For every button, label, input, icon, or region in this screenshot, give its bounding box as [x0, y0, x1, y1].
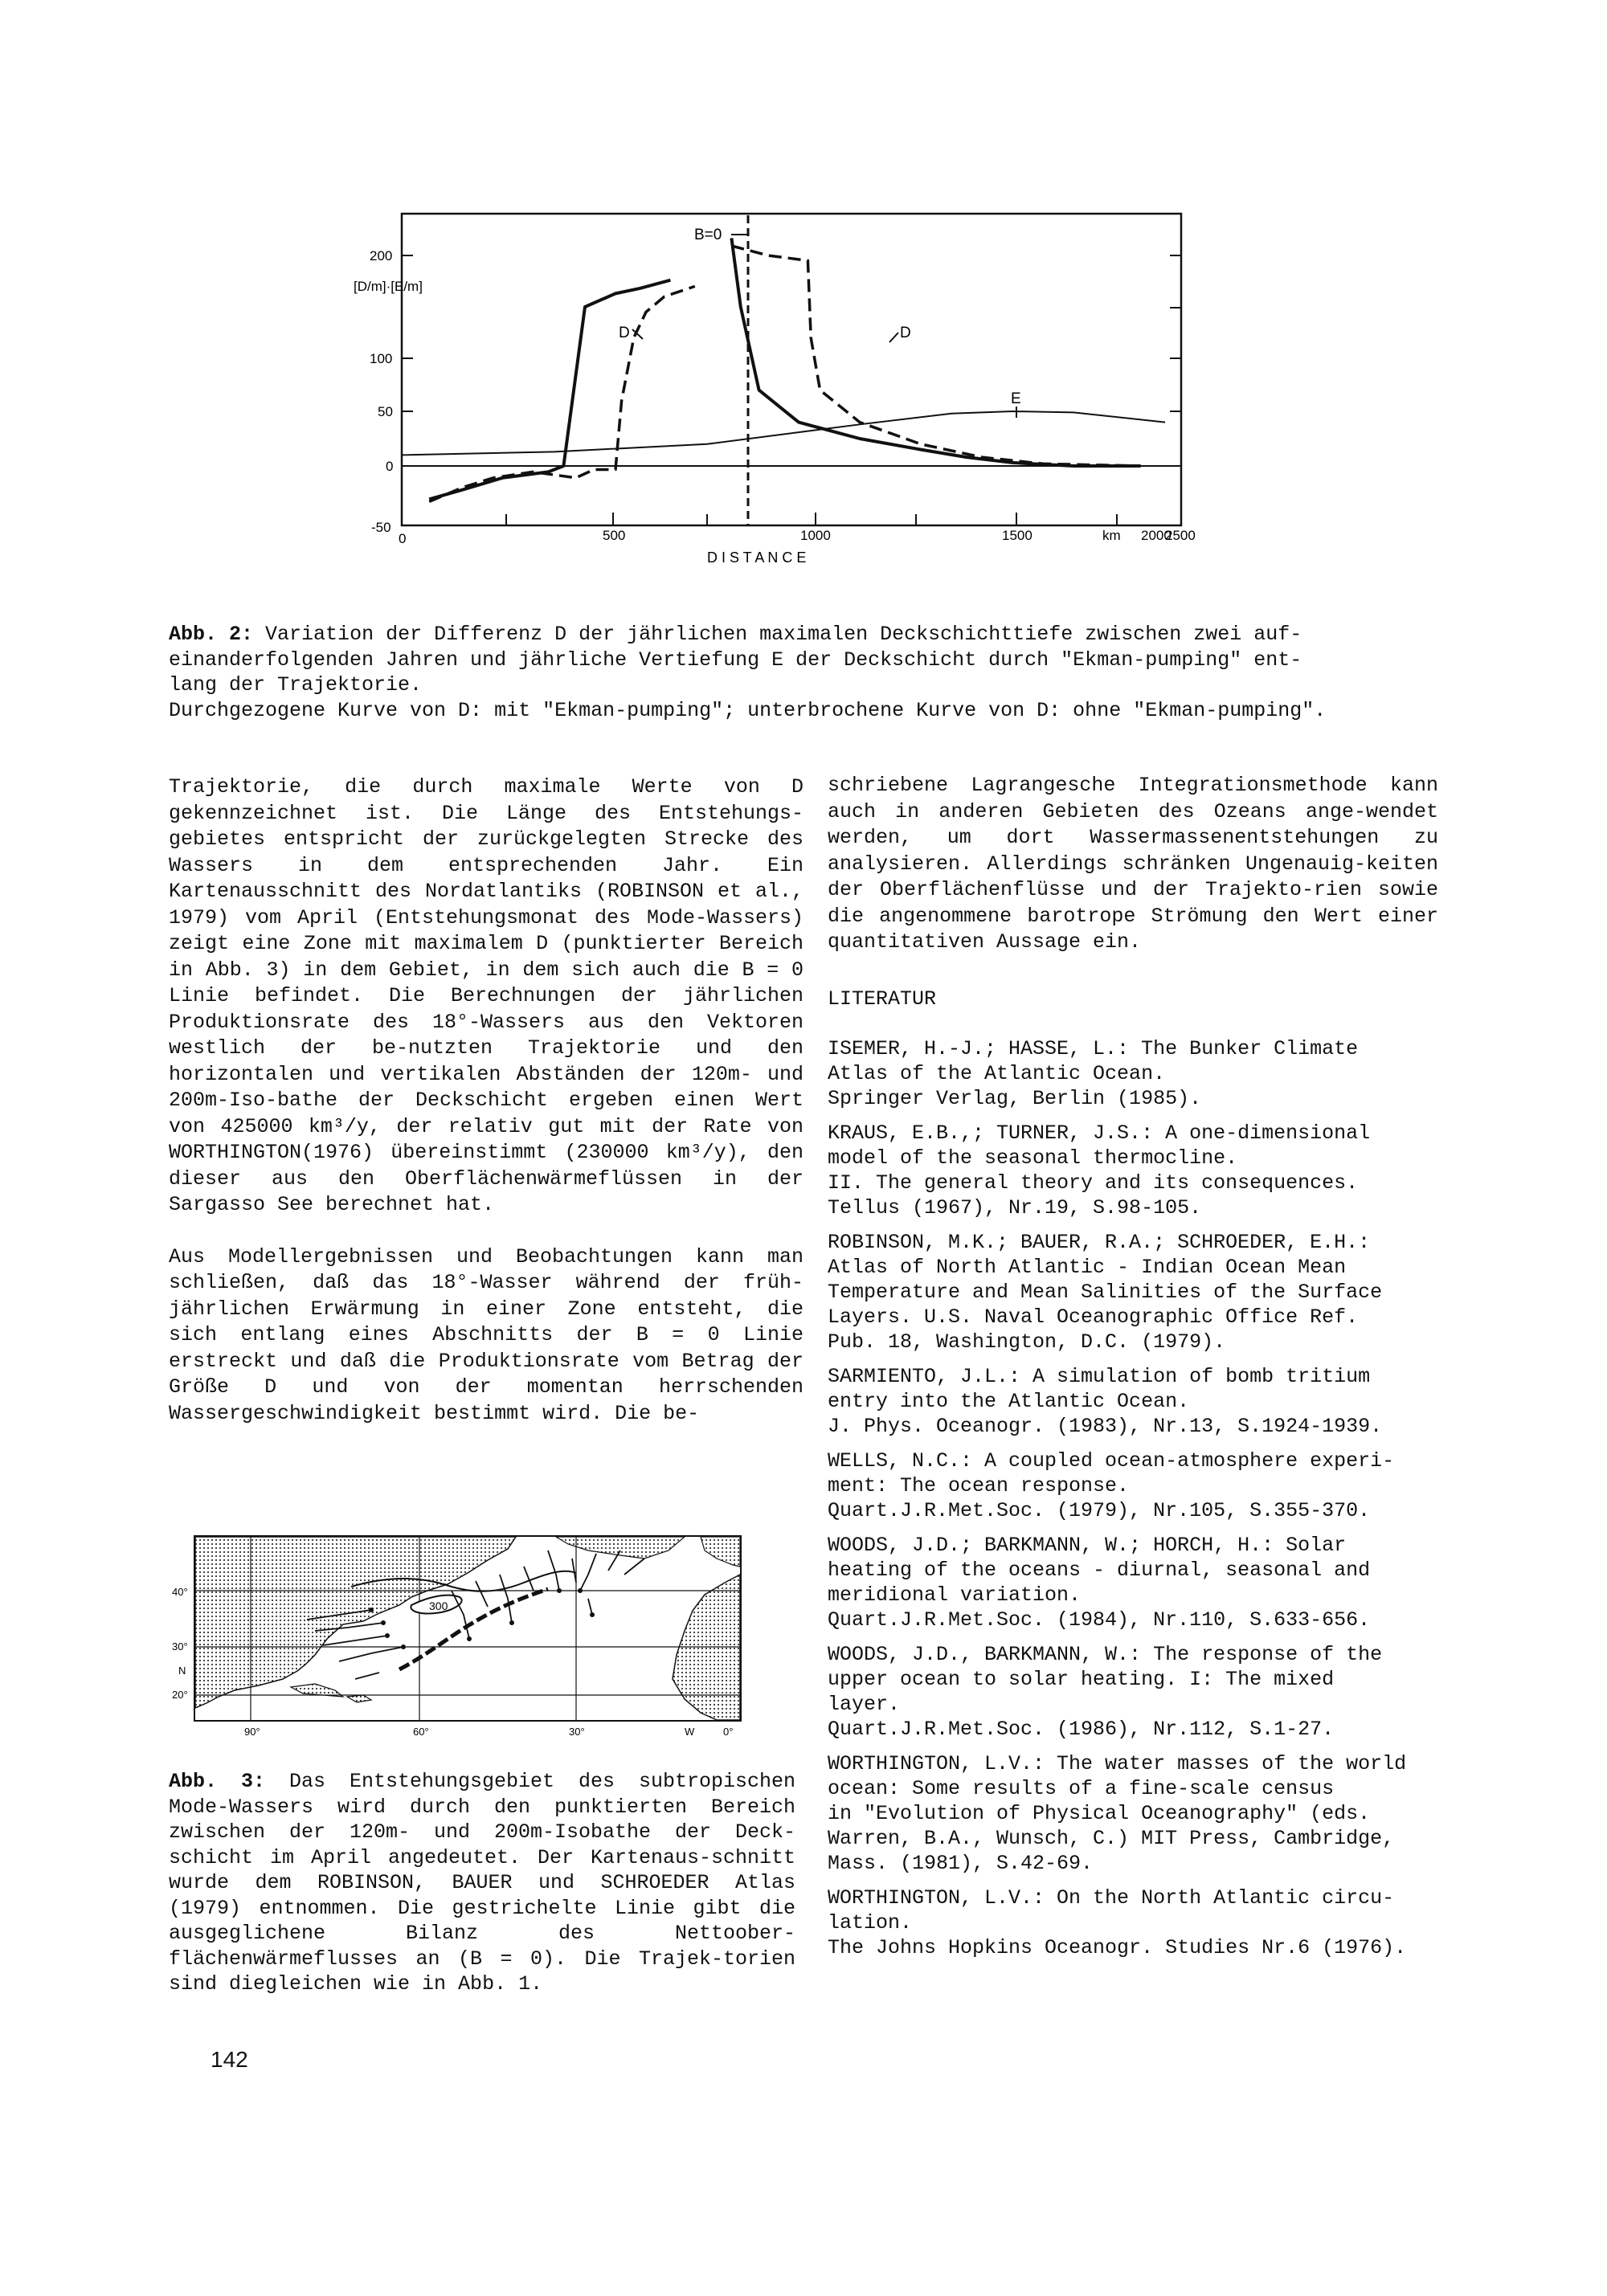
- ref-line: Quart.J.R.Met.Soc. (1984), Nr.110, S.633-656.: [828, 1608, 1371, 1632]
- ref-line: WOODS, J.D., BARKMANN, W.: The response of the: [828, 1643, 1383, 1666]
- ref-line: The Johns Hopkins Oceanogr. Studies Nr.6 (1976).: [828, 1936, 1407, 1959]
- label-e: E: [1011, 390, 1021, 407]
- body-paragraph: Trajektorie, die durch maximale Werte von D gekennzeichnet ist. Die Länge des Entstehungs-gebietes entspricht der zurückgelegten Strecke des Wassers in dem entsprechenden Jahr. Ein Kartenausschnitt des Nordatlantiks (ROBINSON et al., 1979) vom April (Entstehungsmonat des Mode-Wassers) zeigt eine Zone mit maximalem D (punktierter Bereich in Abb. 3) in dem Gebiet, in dem sich auch die B = 0 Linie befindet. Die Berechnungen der jährlichen Produktionsrate des 18°-Wassers aus den Vektoren westlich der be-nutzten Trajektorie und den horizontalen und vertikalen Abständen der 120m- und 200m-Iso-bathe der Deckschicht ergeben einen Wert von 425000 km³/y, der relativ gut mit der Rate von WORTHINGTON(1976) übereinstimmt (230000 km³/y), den dieser aus den Oberflächenwärmeflüssen in der Sargasso See berechnet hat.: [169, 775, 804, 1216]
- x-ticks: [506, 513, 1117, 525]
- figure-2-caption: [169, 622, 1438, 723]
- b0-label: B=0: [694, 227, 722, 243]
- lat-label: 30°: [172, 1640, 188, 1653]
- reference-item: [828, 1533, 1438, 1632]
- x-unit-label: km: [1102, 528, 1121, 543]
- label-d-right: D: [900, 325, 911, 341]
- ref-line: Tellus (1967), Nr.19, S.98-105.: [828, 1196, 1202, 1219]
- lat-label: N: [178, 1665, 186, 1677]
- reference-item: [828, 1885, 1438, 1960]
- y-tick-label: 200: [370, 248, 393, 264]
- reference-item: [828, 1121, 1438, 1220]
- ref-line: Atlas of the Atlantic Ocean.: [828, 1062, 1166, 1085]
- reference-item: [828, 1364, 1438, 1439]
- ref-line: Warren, B.A., Wunsch, C.) MIT Press, Cambridge,: [828, 1827, 1395, 1850]
- ref-line: upper ocean to solar heating. I: The mixed: [828, 1668, 1335, 1691]
- reference-item: [828, 1036, 1438, 1111]
- series-d-dashed: [429, 286, 695, 501]
- x-tick-label: 2500: [1165, 528, 1196, 543]
- caption-text: [169, 1769, 795, 1997]
- ref-line: Springer Verlag, Berlin (1985).: [828, 1087, 1202, 1110]
- ref-line: WOODS, J.D.; BARKMANN, W.; HORCH, H.: Solar: [828, 1534, 1347, 1557]
- caption-line: [169, 622, 1438, 648]
- lon-label: W: [685, 1726, 695, 1738]
- body-paragraph: schriebene Lagrangesche Integrationsmethode kann auch in anderen Gebieten des Ozeans ange-wendet werden, um dort Wassermassenentstehungen zu analysieren. Allerdings schränken Ungenauig-keiten der Oberflächenflüsse und der Trajekto-rien sowie die angenommene barotrope Strömung den Wert einer quantitativen Aussage ein.: [828, 774, 1438, 954]
- x-tick-label: 2000: [1141, 528, 1172, 543]
- contour-label: 300: [429, 1599, 448, 1612]
- ref-line: KRAUS, E.B.,; TURNER, J.S.: A one-dimensional: [828, 1121, 1371, 1145]
- ref-line: ROBINSON, M.K.; BAUER, R.A.; SCHROEDER, E.H.:: [828, 1231, 1371, 1254]
- series-e: [402, 411, 1165, 455]
- ref-line: Pub. 18, Washington, D.C. (1979).: [828, 1330, 1226, 1354]
- ref-line: Quart.J.R.Met.Soc. (1979), Nr.105, S.355-370.: [828, 1499, 1371, 1522]
- x-tick-label: 1500: [1002, 528, 1032, 543]
- page-number: 142: [211, 2047, 248, 2072]
- reference-item: [828, 1751, 1438, 1876]
- ref-line: layer.: [828, 1693, 901, 1716]
- body-paragraph: Aus Modellergebnissen und Beobachtungen kann man schließen, daß das 18°-Wasser während der früh-jährlichen Erwärmung in einer Zone entsteht, die sich entlang eines Abschnitts der B = 0 Linie erstreckt und daß die Produktionsrate vom Betrag der Größe D und von der momentan herrschenden Wassergeschwindigkeit bestimmt wird. Die be-: [169, 1244, 804, 1425]
- label-d-right-leader: [889, 333, 898, 342]
- caption-head: Abb. 2:: [169, 623, 254, 646]
- y-tick-label: 0: [386, 459, 394, 474]
- left-column: [169, 774, 804, 1427]
- figure-2-chart: [354, 201, 1221, 578]
- ref-line: Atlas of North Atlantic - Indian Ocean Mean: [828, 1256, 1347, 1279]
- ref-line: SARMIENTO, J.L.: A simulation of bomb tritium: [828, 1365, 1371, 1388]
- lon-label: 90°: [244, 1726, 260, 1738]
- ref-line: ment: The ocean response.: [828, 1474, 1130, 1497]
- literatur-heading: LITERATUR: [828, 987, 937, 1011]
- figure-3-map: [170, 1526, 749, 1751]
- ref-line: WORTHINGTON, L.V.: On the North Atlantic circu-: [828, 1886, 1395, 1910]
- right-column: [828, 773, 1438, 1970]
- plot-frame: [402, 214, 1181, 525]
- ref-line: ocean: Some results of a fine-scale census: [828, 1777, 1335, 1800]
- ref-line: in "Evolution of Physical Oceanography" (eds.: [828, 1802, 1371, 1825]
- ref-line: Layers. U.S. Naval Oceanographic Office Ref.: [828, 1305, 1359, 1329]
- reference-item: [828, 1642, 1438, 1742]
- ref-line: J. Phys. Oceanogr. (1983), Nr.13, S.1924-1939.: [828, 1415, 1383, 1438]
- caption-head: Abb. 3:: [169, 1770, 265, 1793]
- ref-line: meridional variation.: [828, 1583, 1082, 1607]
- x-axis-label: D I S T A N C E: [707, 549, 807, 566]
- ref-line: Mass. (1981), S.42-69.: [828, 1852, 1094, 1875]
- reference-item: [828, 1448, 1438, 1523]
- ref-line: Quart.J.R.Met.Soc. (1986), Nr.112, S.1-27.: [828, 1718, 1335, 1741]
- y-tick-label: 100: [370, 351, 393, 366]
- y-tick-label: 50: [378, 404, 393, 419]
- figure-3-caption: [169, 1769, 795, 1997]
- x-tick-label: 500: [603, 528, 626, 543]
- ref-line: lation.: [828, 1911, 913, 1934]
- x-tick-label: 1000: [800, 528, 831, 543]
- label-d-left: D: [619, 325, 630, 341]
- caption-body: Das Entstehungsgebiet des subtropischen Mode-Wassers wird durch den punktierten Bereich zwischen der 120m- und 200m-Isobathe der Deck-schicht im April angedeutet. Der Kartenaus-schnitt wurde dem ROBINSON, BAUER und SCHROEDER Atlas (1979) entnommen. Die gestrichelte Linie gibt die ausgeglichene Bilanz des Nettoober-flächenwärmeflusses an (B = 0). Die Trajek-torien sind diegleichen wie in Abb. 1.: [169, 1770, 795, 1996]
- lon-label: 0°: [723, 1726, 734, 1738]
- ref-line: II. The general theory and its consequences.: [828, 1171, 1359, 1195]
- caption-line: Durchgezogene Kurve von D: mit "Ekman-pumping"; unterbrochene Kurve von D: ohne "Ekman-pumping".: [169, 698, 1327, 722]
- x-tick-label: 0: [399, 531, 407, 546]
- ref-line: model of the seasonal thermocline.: [828, 1146, 1238, 1170]
- lat-label: 40°: [172, 1586, 188, 1598]
- ref-line: ISEMER, H.-J.; HASSE, L.: The Bunker Climate: [828, 1037, 1359, 1060]
- ref-line: WELLS, N.C.: A coupled ocean-atmosphere experi-: [828, 1449, 1395, 1473]
- ref-line: WORTHINGTON, L.V.: The water masses of the world: [828, 1752, 1407, 1775]
- ref-line: Temperature and Mean Salinities of the Surface: [828, 1281, 1383, 1304]
- ref-line: entry into the Atlantic Ocean.: [828, 1390, 1190, 1413]
- caption-line: einanderfolgenden Jahren und jährliche Vertiefung E der Deckschicht durch "Ekman-pumping" ent-: [169, 648, 1302, 672]
- y-axis-unit-label: [D/m]·[E/m]: [354, 279, 423, 294]
- lon-label: 30°: [569, 1726, 585, 1738]
- lat-label: 20°: [172, 1689, 188, 1701]
- ref-line: heating of the oceans - diurnal, seasonal and: [828, 1559, 1371, 1582]
- caption-text: Variation der Differenz D der jährlichen maximalen Deckschichttiefe zwischen zwei auf-: [265, 623, 1302, 646]
- y-ticks-right: [1170, 255, 1181, 411]
- y-tick-label: -50: [371, 520, 391, 535]
- lon-label: 60°: [413, 1726, 429, 1738]
- reference-item: [828, 1230, 1438, 1354]
- caption-line: lang der Trajektorie.: [169, 673, 423, 697]
- series-d-solid: [731, 238, 1140, 466]
